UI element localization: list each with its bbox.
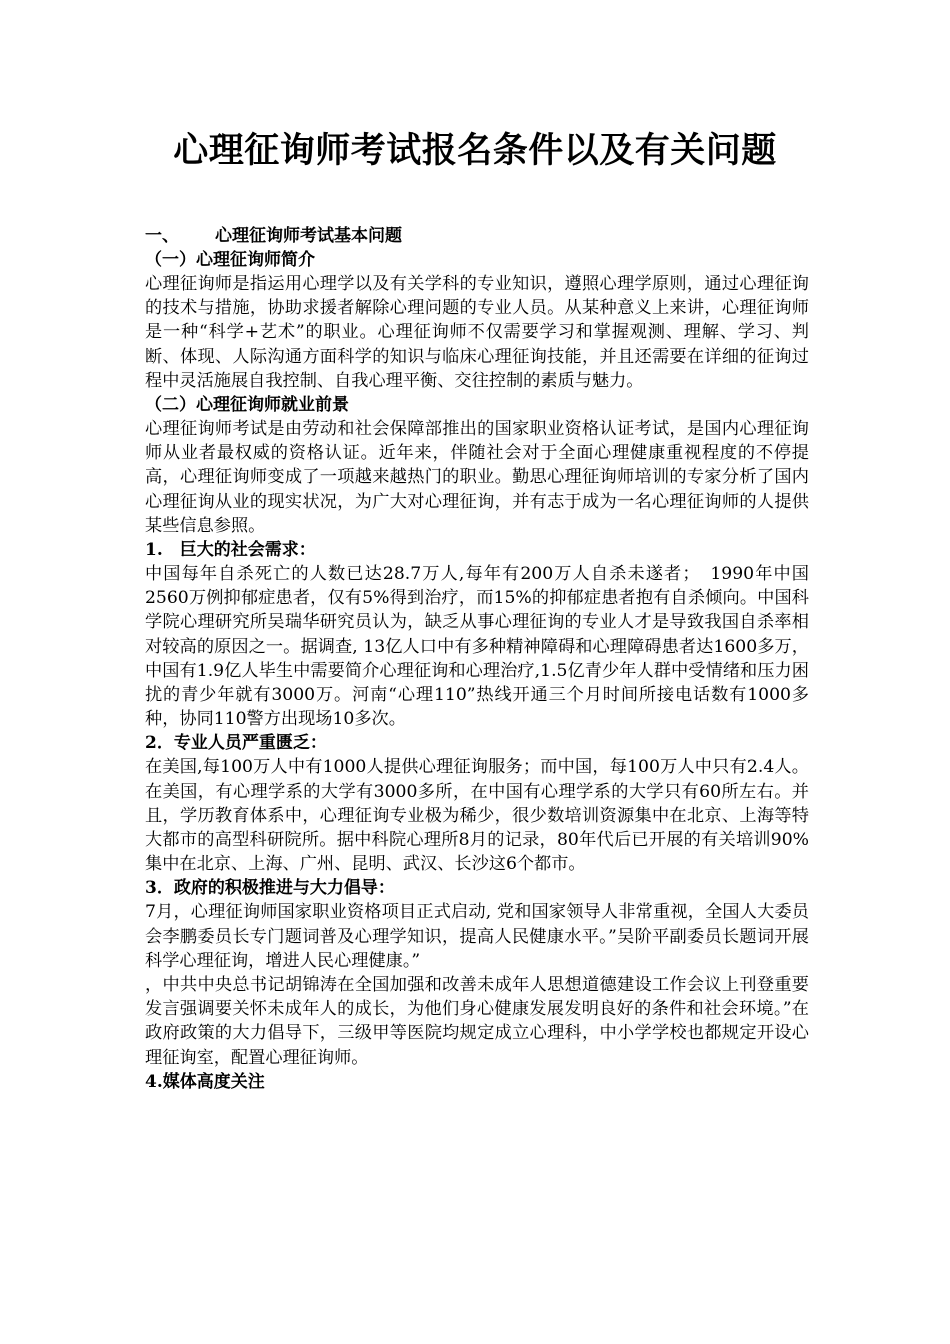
point-heading: 4.媒体高度关注 <box>145 1071 265 1092</box>
point-heading: 1. 巨大的社会需求： <box>145 540 316 561</box>
paragraph: 7月，心理征询师国家职业资格项目正式启动, 党和国家领导人非常重视，全国人大委员会李鹏委员长专门题词普及心理学知识，提高人民健康水平。”吴阶平副委员长题词开展科学心理征询，增进人民心理健康。” <box>145 902 809 971</box>
document-title: 心理征询师考试报名条件以及有关问题 <box>173 130 777 171</box>
paragraph: 中国每年自杀死亡的人数已达28.7万人,每年有200万人自杀未遂者； 1990年中国2560万例抑郁症患者，仅有5%得到治疗，而15%的抑郁症患者抱有自杀倾向。中国科学院心理研究所吴瑞华研究员认为，缺乏从事心理征询的专业人才是导致我国自杀率相对较高的原因之一。据调查, 13亿人口中有多种精神障碍和心理障碍患者达1600多万，中国有1.9亿人毕生中需要简介心理征询和心理治疗,1.5亿青少年人群中受情绪和压力困扰的青少年就有3000万。河南“心理110”热线开通三个月时间所接电话数有1000多种，协同110警方出现场10多次。 <box>145 564 809 730</box>
point-heading: 2．专业人员严重匮乏： <box>145 733 327 754</box>
point-heading: 3．政府的积极推进与大力倡导： <box>145 878 395 899</box>
paragraph: 心理征询师是指运用心理学以及有关学科的专业知识，遵照心理学原则，通过心理征询的技术与措施，协助求援者解除心理问题的专业人员。从某种意义上来讲，心理征询师是一种“科学+艺术”的职业。心理征询师不仅需要学习和掌握观测、理解、学习、判断、体现、人际沟通方面科学的知识与临床心理征询技能，并且还需要在详细的征询过程中灵活施展自我控制、自我心理平衡、交往控制的素质与魅力。 <box>145 274 809 391</box>
paragraph: ，中共中央总书记胡锦涛在全国加强和改善未成年人思想道德建设工作会议上刊登重要发言强调要关怀未成年人的成长，为他们身心健康发展发明良好的条件和社会环境。”在政府政策的大力倡导下，三级甲等医院均规定成立心理科，中小学学校也都规定开设心理征询室，配置心理征询师。 <box>145 975 809 1068</box>
section-title: 心理征询师考试基本问题 <box>215 226 402 246</box>
subsection-heading: （一）心理征询师简介 <box>145 250 315 270</box>
subsection-heading: （二）心理征询师就业前景 <box>145 395 349 416</box>
paragraph: 在美国,每100万人中有1000人提供心理征询服务；而中国，每100万人中只有2.4人。在美国，有心理学系的大学有3000多所，在中国有心理学系的大学只有60所左右。并且，学历教育体系中，心理征询专业极为稀少，很少数培训资源集中在北京、上海等特大都市的高型科研院所。据中科院心理所8月的记录，80年代后已开展的有关培训90%集中在北京、上海、广州、昆明、武汉、长沙这6个都市。 <box>145 757 809 875</box>
paragraph: 心理征询师考试是由劳动和社会保障部推出的国家职业资格认证考试，是国内心理征询师从业者最权威的资格认证。近年来，伴随社会对于全面心理健康重视程度的不停提高，心理征询师变成了一项越来越热门的职业。勤思心理征询师培训的专家分析了国内心理征询从业的现实状况，为广大对心理征询，并有志于成为一名心理征询师的人提供某些信息参照。 <box>145 419 809 536</box>
document-body <box>145 224 809 1094</box>
section-heading <box>145 224 809 248</box>
section-number: 一、 <box>145 226 179 246</box>
